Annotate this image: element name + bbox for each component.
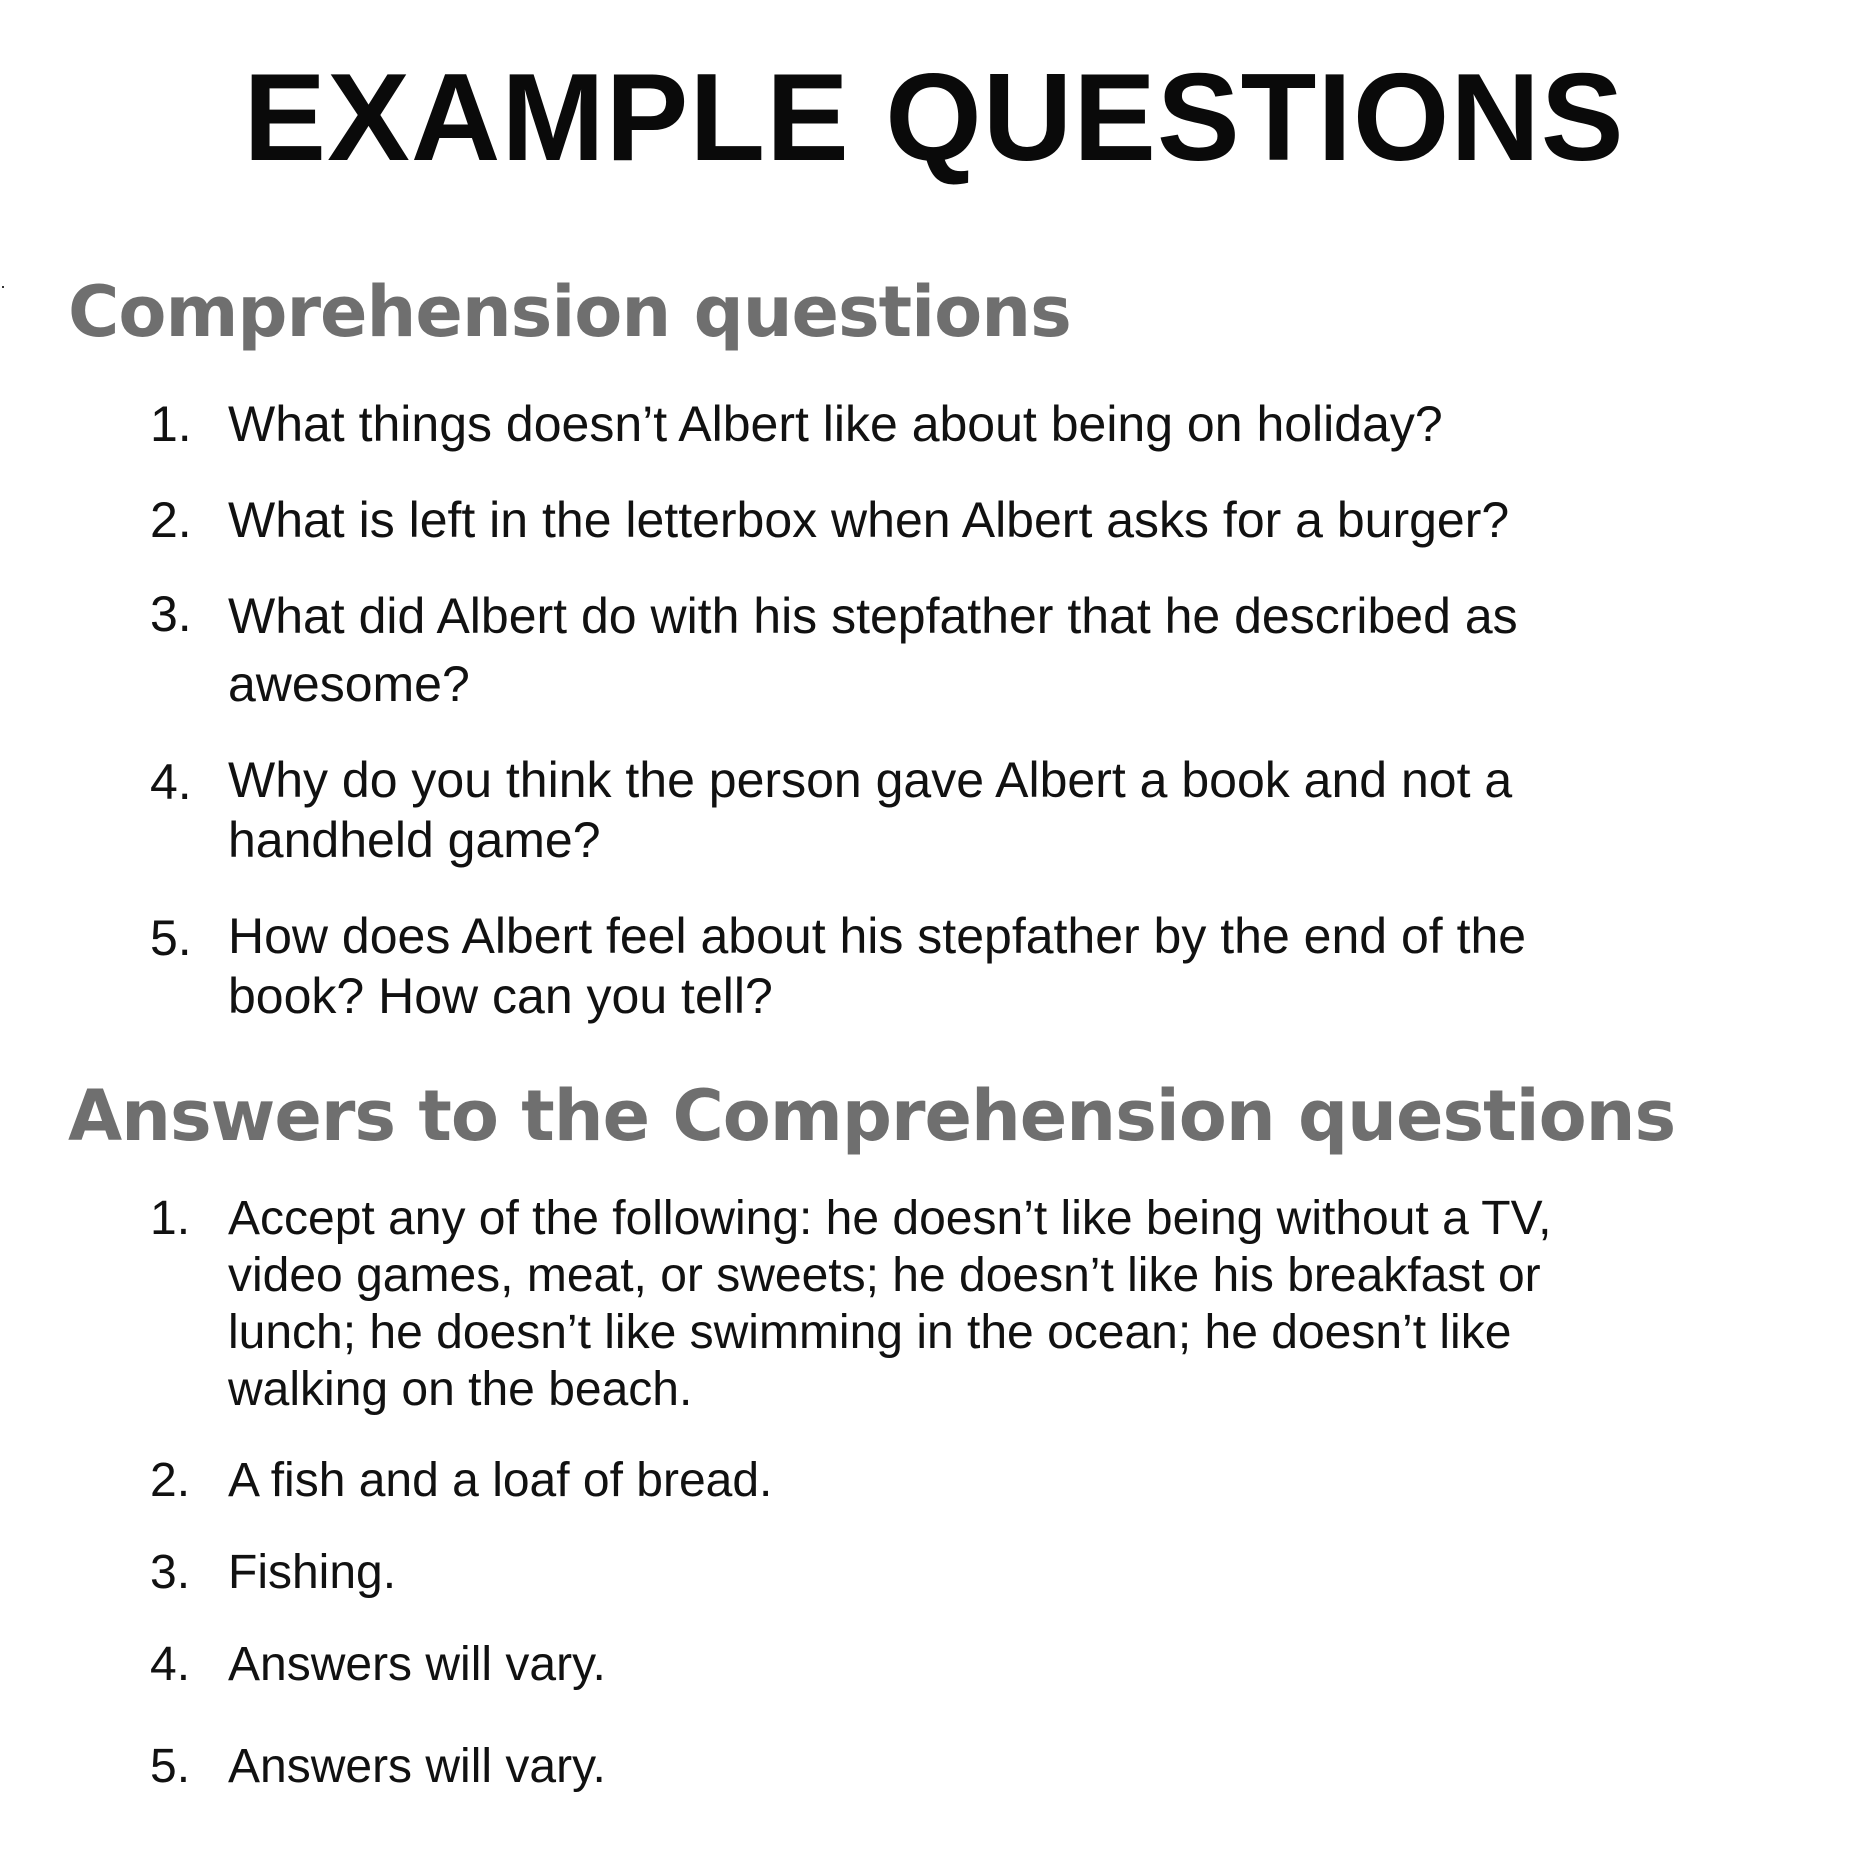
answer-number: 4. [150,1638,191,1691]
answer-number: 2. [150,1454,191,1507]
answer-text: A fish and a loaf of bread. [228,1454,773,1507]
answer-text: Fishing. [228,1546,397,1599]
answer-number: 3. [150,1546,191,1599]
question-number: 4. [150,754,192,810]
answer-number: 5. [150,1740,191,1793]
question-text: How does Albert feel about his stepfather by the end of the book? How can you tell? [228,908,1527,1024]
answers-heading: Answers to the Comprehension questions [68,1075,1676,1157]
question-number: 3. [150,586,192,642]
question-number: 1. [150,396,192,452]
answer-number: 1. [150,1192,191,1245]
answer-text: Answers will vary. [228,1638,606,1691]
question-number: 2. [150,492,192,548]
question-text: What is left in the letterbox when Albert asks for a burger? [228,492,1510,548]
stray-mark [2,286,4,288]
answer-text: Answers will vary. [228,1740,606,1793]
answer-text: Accept any of the following: he doesn’t like being without a TV, video games, meat, or sweets; he doesn’t like his breakfast or lunch; he doesn’t like swimming in the ocean; he doesn’t like walking on the beach. [228,1192,1552,1416]
question-text: Why do you think the person gave Albert a book and not a handheld game? [228,752,1513,868]
question-text: What things doesn’t Albert like about being on holiday? [228,396,1443,452]
question-number: 5. [150,910,192,966]
comprehension-heading: Comprehension questions [68,271,1071,353]
page-title: EXAMPLE QUESTIONS [243,49,1625,187]
question-text: What did Albert do with his stepfather that he described as awesome? [228,588,1518,712]
